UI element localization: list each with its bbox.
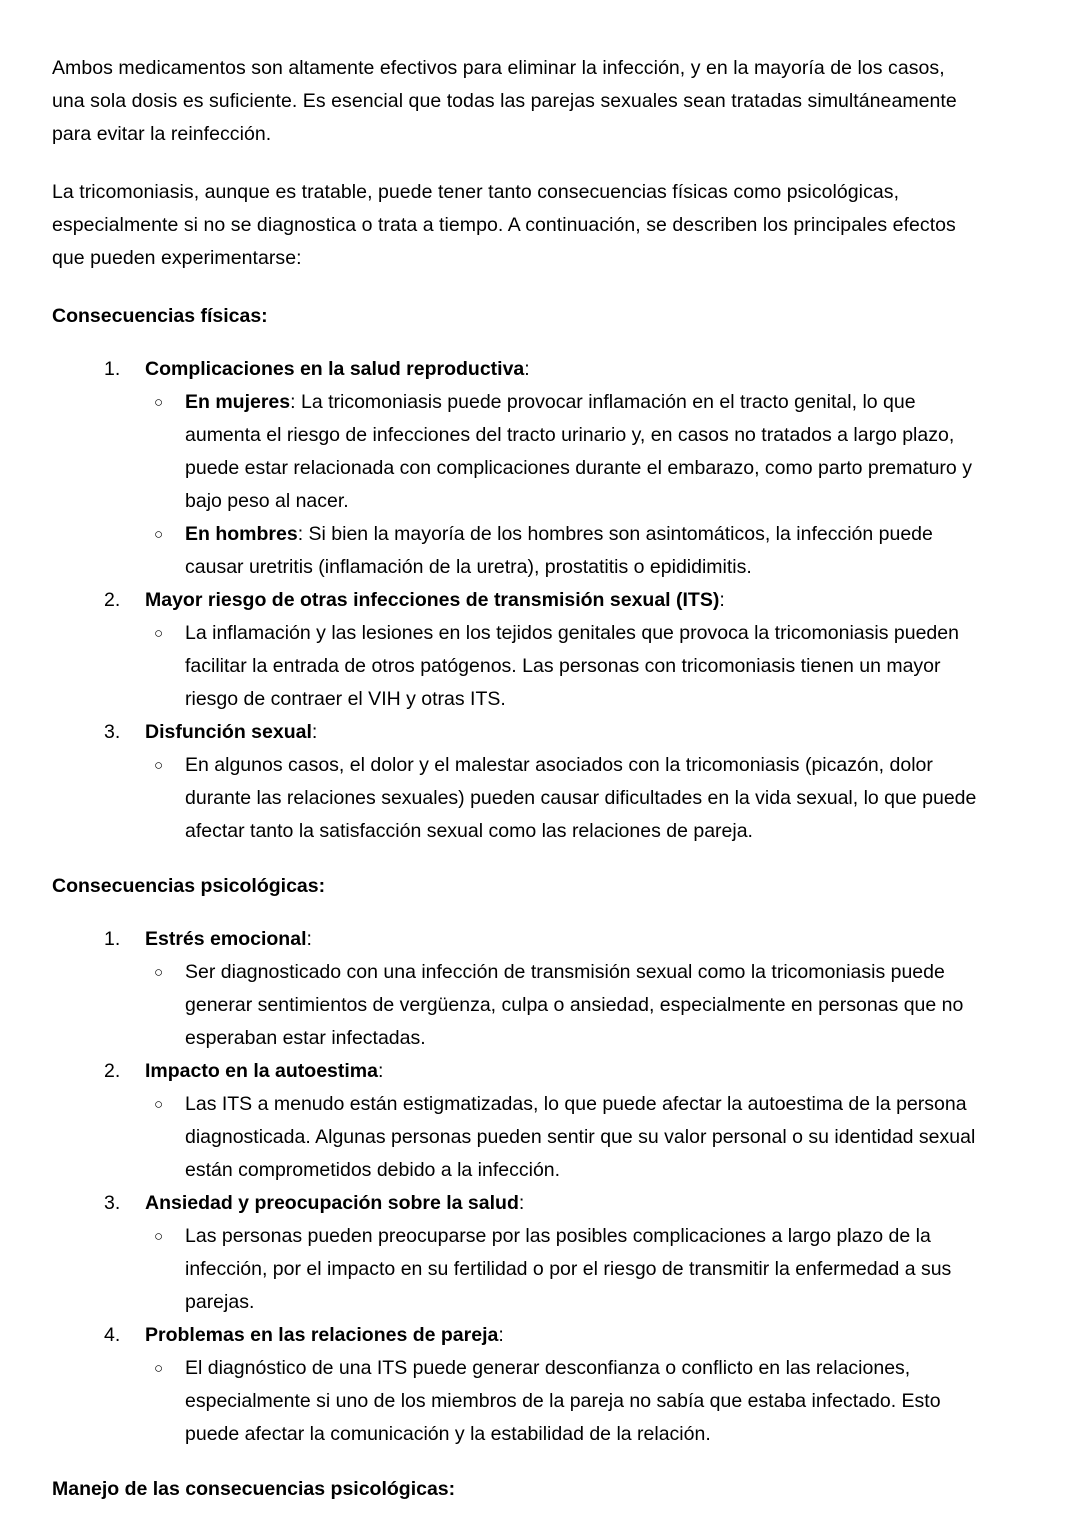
heading-consecuencias-fisicas: Consecuencias físicas: (52, 305, 268, 327)
circle-bullet-icon: ○ (154, 964, 164, 981)
sub-list (145, 1352, 982, 1451)
sub-list (145, 956, 982, 1055)
list-item (104, 584, 982, 716)
list-item-title: Estrés emocional (145, 928, 307, 950)
list-item-title-tail: : (498, 1324, 504, 1346)
list-item-title: Impacto en la autoestima (145, 1060, 378, 1082)
circle-bullet-icon: ○ (154, 1096, 164, 1113)
sub-list-item (152, 518, 982, 584)
sub-list-item (152, 1088, 982, 1187)
sub-list (145, 617, 982, 716)
heading-manejo-consecuencias-psicologicas: Manejo de las consecuencias psicológicas: (52, 1478, 456, 1500)
sub-list-item-lead: En mujeres (185, 391, 291, 413)
list-item-title: Problemas en las relaciones de pareja (145, 1324, 499, 1346)
sub-list-item (152, 749, 982, 848)
circle-bullet-icon: ○ (154, 526, 164, 543)
sub-list-item-body: : La tricomoniasis puede provocar inflamación en el tracto genital, lo que aumenta el riesgo de infecciones del tracto urinario y, en casos no tratados a largo plazo, puede estar relacionada con complicaciones durante el embarazo, como parto prematuro y bajo peso al nacer. (185, 391, 972, 512)
list-item-title: Disfunción sexual (145, 721, 312, 743)
sub-list-item (152, 1352, 982, 1451)
sub-list (145, 749, 982, 848)
list-item (104, 1055, 982, 1187)
circle-bullet-icon: ○ (154, 757, 164, 774)
circle-bullet-icon: ○ (154, 1228, 164, 1245)
list-item-title-tail: : (524, 358, 530, 380)
sub-list-item-body: La inflamación y las lesiones en los tejidos genitales que provoca la tricomoniasis pueden facilitar la entrada de otros patógenos. Las personas con tricomoniasis tienen un mayor riesgo de contraer el VIH y otras ITS. (185, 622, 959, 710)
circle-bullet-icon: ○ (154, 1360, 164, 1377)
sub-list-item-body: : Si bien la mayoría de los hombres son asintomáticos, la infección puede causar uretritis (inflamación de la uretra), prostatitis o epididimitis. (185, 523, 933, 578)
sub-list-item-body: Las personas pueden preocuparse por las posibles complicaciones a largo plazo de la infección, por el impacto en su fertilidad o por el riesgo de transmitir la enfermedad a sus parejas. (185, 1225, 952, 1313)
list-item (104, 1187, 982, 1319)
list-marker-number: 1. (104, 358, 121, 380)
sub-list (145, 1220, 982, 1319)
sub-list (145, 1088, 982, 1187)
list-item (104, 353, 982, 584)
list-item (104, 1319, 982, 1451)
list-item-title-tail: : (377, 1060, 384, 1082)
list-marker-number: 4. (104, 1324, 121, 1346)
sub-list-item-body: Las ITS a menudo están estigmatizadas, lo que puede afectar la autoestima de la persona diagnosticada. Algunas personas pueden sentir que su valor personal o su identidad sexual están comprometidos debido a la infección. (185, 1093, 976, 1181)
sub-list-item (152, 1220, 982, 1319)
list-item-title-tail: : (719, 589, 725, 611)
list-marker-number: 3. (104, 1192, 121, 1214)
list-marker-number: 3. (104, 721, 121, 743)
sub-list-item-body: Ser diagnosticado con una infección de transmisión sexual como la tricomoniasis puede generar sentimientos de vergüenza, culpa o ansiedad, especialmente en personas que no esperaban estar infectadas. (185, 961, 964, 1049)
list-marker-number: 2. (104, 589, 121, 611)
sub-list-item (152, 956, 982, 1055)
list-item-title-tail: : (306, 928, 312, 950)
paragraph-intro-consequences: La tricomoniasis, aunque es tratable, puede tener tanto consecuencias físicas como psicológicas, especialmente si no se diagnostica o trata a tiempo. A continuación, se describen los principales efectos que pueden experimentarse: (52, 181, 956, 269)
list-marker-number: 2. (104, 1060, 121, 1082)
sub-list-item-body: En algunos casos, el dolor y el malestar asociados con la tricomoniasis (picazón, dolor durante las relaciones sexuales) pueden causar dificultades en la vida sexual, lo que puede afectar tanto la satisfacción sexual como las relaciones de pareja. (185, 754, 977, 842)
paragraph-intro-treatment: Ambos medicamentos son altamente efectivos para eliminar la infección, y en la mayoría de los casos, una sola dosis es suficiente. Es esencial que todas las parejas sexuales sean tratadas simultáneamente para evitar la reinfección. (52, 57, 957, 145)
sub-list-item (152, 617, 982, 716)
list-item (104, 923, 982, 1055)
list-item-title: Ansiedad y preocupación sobre la salud (145, 1192, 519, 1214)
heading-consecuencias-psicologicas: Consecuencias psicológicas: (52, 875, 326, 897)
list-item-title: Complicaciones en la salud reproductiva (145, 358, 525, 380)
list-item-title: Mayor riesgo de otras infecciones de transmisión sexual (ITS) (145, 589, 720, 611)
sub-list (145, 386, 982, 584)
circle-bullet-icon: ○ (154, 394, 164, 411)
list-consecuencias-fisicas (52, 353, 982, 848)
circle-bullet-icon: ○ (154, 625, 164, 642)
sub-list-item-body: El diagnóstico de una ITS puede generar desconfianza o conflicto en las relaciones, especialmente si uno de los miembros de la pareja no sabía que estaba infectado. Esto puede afectar la comunicación y la estabilidad de la relación. (185, 1357, 941, 1445)
list-consecuencias-psicologicas (52, 923, 982, 1451)
sub-list-item (152, 386, 982, 518)
list-item-title-tail: : (311, 721, 318, 743)
list-item-title-tail: : (518, 1192, 525, 1214)
list-item (104, 716, 982, 848)
list-marker-number: 1. (104, 928, 121, 950)
sub-list-item-lead: En hombres (185, 523, 298, 545)
